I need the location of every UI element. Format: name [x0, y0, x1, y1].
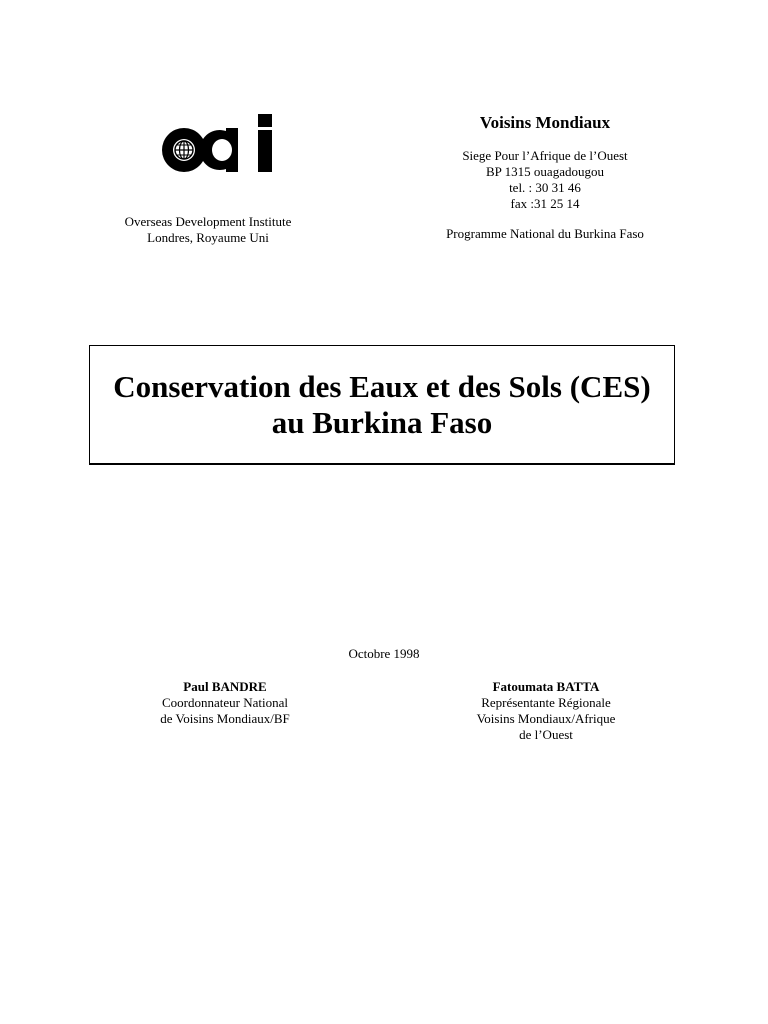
document-date: Octobre 1998	[348, 646, 420, 661]
document-title-box	[89, 345, 675, 465]
odi-logo	[160, 112, 280, 176]
odi-caption-line2: Londres, Royaume Uni	[147, 230, 269, 245]
document-title-line1: Conservation des Eaux et des Sols (CES)	[113, 368, 651, 404]
voisins-telephone: tel. : 30 31 46	[509, 180, 581, 195]
author-block-left	[120, 678, 330, 727]
voisins-mondiaux-block	[420, 112, 670, 242]
author-role-line1: Coordonnateur National	[162, 695, 288, 710]
voisins-programme: Programme National du Burkina Faso	[446, 226, 644, 241]
author-name: Paul BANDRE	[183, 679, 267, 694]
voisins-address-line1: Siege Pour l’Afrique de l’Ouest	[462, 148, 628, 163]
author-role-line2: de Voisins Mondiaux/BF	[160, 711, 290, 726]
odi-logo-graphic	[160, 112, 280, 176]
author-block-right	[440, 678, 652, 743]
odi-caption-line1: Overseas Development Institute	[124, 214, 292, 229]
author-role-line2: Voisins Mondiaux/Afrique	[476, 711, 616, 726]
logo-letter-d	[200, 128, 238, 172]
author-role-line1: Représentante Régionale	[481, 695, 611, 710]
voisins-address-line2: BP 1315 ouagadougou	[486, 164, 604, 179]
author-name: Fatoumata BATTA	[492, 679, 600, 694]
voisins-mondiaux-title: Voisins Mondiaux	[479, 113, 611, 132]
voisins-fax: fax :31 25 14	[510, 196, 580, 211]
document-title-line2: au Burkina Faso	[271, 404, 493, 440]
logo-letter-i	[258, 114, 272, 172]
odi-caption	[100, 214, 316, 246]
globe-icon	[162, 128, 206, 172]
author-role-line3: de l’Ouest	[519, 727, 573, 742]
